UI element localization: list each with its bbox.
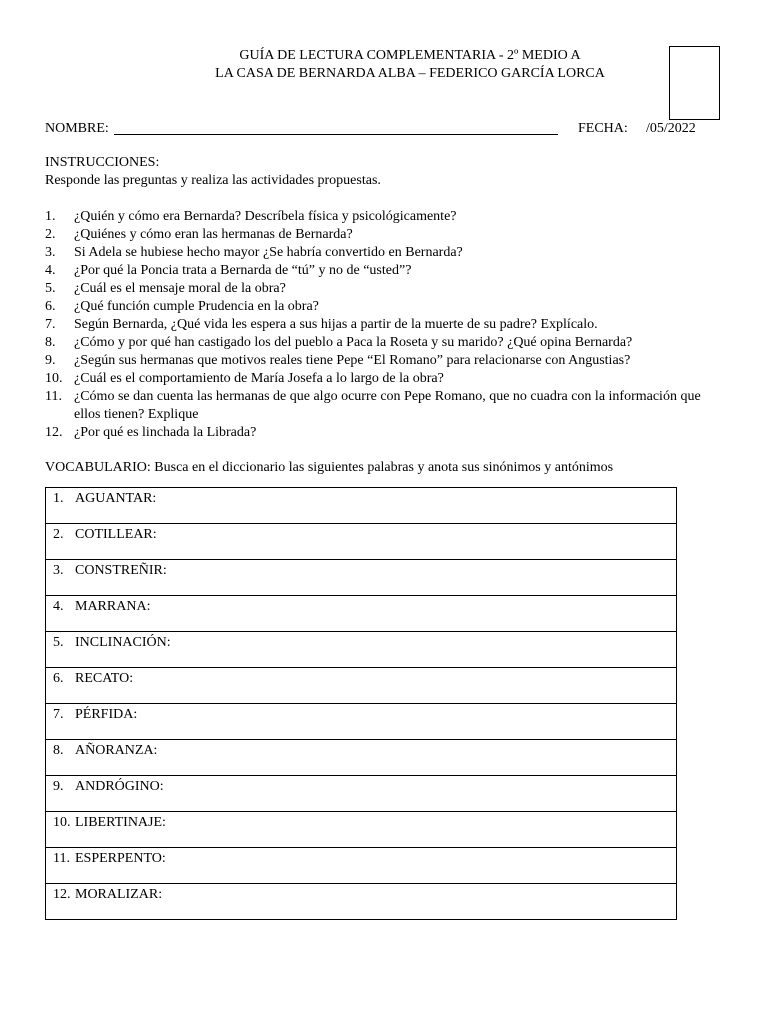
fecha-label: FECHA: xyxy=(578,121,628,136)
question-number: 8. xyxy=(45,335,56,350)
question-item xyxy=(45,298,725,316)
question-item xyxy=(45,316,725,334)
question-number: 4. xyxy=(45,263,56,278)
question-number: 9. xyxy=(45,353,56,368)
vocabulary-word: PÉRFIDA: xyxy=(75,707,138,722)
vocabulary-row xyxy=(46,488,677,524)
vocabulary-row xyxy=(46,596,677,632)
question-text: ¿Quién y cómo era Bernarda? Descríbela física y psicológicamente? xyxy=(74,209,457,224)
question-text: Si Adela se hubiese hecho mayor ¿Se habría convertido en Bernarda? xyxy=(74,245,463,260)
vocabulary-word: RECATO: xyxy=(75,671,134,686)
question-number: 1. xyxy=(45,209,56,224)
vocabulary-word: CONSTREÑIR: xyxy=(75,563,167,578)
question-text: ¿Qué función cumple Prudencia en la obra? xyxy=(74,299,319,314)
vocabulary-cell[interactable] xyxy=(46,668,677,704)
question-number: 12. xyxy=(45,425,63,440)
question-item xyxy=(45,388,725,424)
question-item xyxy=(45,424,725,442)
vocabulary-row xyxy=(46,776,677,812)
vocabulary-row xyxy=(46,560,677,596)
vocabulary-number: 10. xyxy=(53,815,71,830)
vocabulary-cell[interactable] xyxy=(46,704,677,740)
vocabulary-word: AGUANTAR: xyxy=(75,491,157,506)
vocabulary-word: INCLINACIÓN: xyxy=(75,635,171,650)
vocabulary-number: 7. xyxy=(53,707,64,722)
vocabulary-row xyxy=(46,632,677,668)
question-text: ¿Según sus hermanas que motivos reales tiene Pepe “El Romano” para relacionarse con Angustias? xyxy=(74,353,631,368)
vocabulary-row xyxy=(46,668,677,704)
fecha-value: /05/2022 xyxy=(646,121,696,136)
question-number: 3. xyxy=(45,245,56,260)
vocabulary-row xyxy=(46,848,677,884)
nombre-label: NOMBRE: xyxy=(45,121,109,136)
question-text: ¿Quiénes y cómo eran las hermanas de Bernarda? xyxy=(74,227,353,242)
vocabulary-cell[interactable] xyxy=(46,812,677,848)
vocabulary-cell[interactable] xyxy=(46,740,677,776)
question-text: ¿Cómo y por qué han castigado los del pueblo a Paca la Roseta y su marido? ¿Qué opina Bernarda? xyxy=(74,335,633,350)
question-item xyxy=(45,352,725,370)
instructions-block xyxy=(45,154,725,190)
vocabulary-table xyxy=(45,487,677,920)
question-text: ¿Cómo se dan cuenta las hermanas de que algo ocurre con Pepe Romano, que no cuadra con la información que ellos tienen? Explique xyxy=(74,389,701,422)
instructions-heading: INSTRUCCIONES: xyxy=(45,155,160,170)
vocabulary-row xyxy=(46,704,677,740)
vocabulary-cell[interactable] xyxy=(46,884,677,920)
student-info-row xyxy=(45,119,735,139)
question-text: ¿Por qué la Poncia trata a Bernarda de “tú” y no de “usted”? xyxy=(74,263,412,278)
vocabulary-cell[interactable] xyxy=(46,776,677,812)
question-item xyxy=(45,208,725,226)
vocabulary-number: 2. xyxy=(53,527,64,542)
vocabulary-word: ANDRÓGINO: xyxy=(75,779,164,794)
vocabulary-word: ESPERPENTO: xyxy=(75,851,166,866)
question-text: Según Bernarda, ¿Qué vida les espera a sus hijas a partir de la muerte de su padre? Explícalo. xyxy=(74,317,598,332)
vocabulary-number: 11. xyxy=(53,851,70,866)
question-text: ¿Cuál es el comportamiento de María Josefa a lo largo de la obra? xyxy=(74,371,444,386)
vocabulary-cell[interactable] xyxy=(46,848,677,884)
vocabulary-number: 12. xyxy=(53,887,71,902)
questions-list xyxy=(45,208,725,442)
vocabulary-number: 3. xyxy=(53,563,64,578)
vocabulary-cell[interactable] xyxy=(46,524,677,560)
vocabulary-cell[interactable] xyxy=(46,560,677,596)
question-number: 10. xyxy=(45,371,63,386)
question-number: 5. xyxy=(45,281,56,296)
vocabulary-word: COTILLEAR: xyxy=(75,527,157,542)
question-text: ¿Por qué es linchada la Librada? xyxy=(74,425,257,440)
question-item xyxy=(45,262,725,280)
question-number: 7. xyxy=(45,317,56,332)
vocabulary-cell[interactable] xyxy=(46,596,677,632)
document-title: GUÍA DE LECTURA COMPLEMENTARIA - 2º MEDIO A xyxy=(239,48,581,63)
vocabulary-word: MARRANA: xyxy=(75,599,151,614)
document-subtitle: LA CASA DE BERNARDA ALBA – FEDERICO GARCÍA LORCA xyxy=(215,66,605,81)
vocabulary-number: 6. xyxy=(53,671,64,686)
vocabulary-number: 5. xyxy=(53,635,64,650)
question-number: 6. xyxy=(45,299,56,314)
vocabulary-cell[interactable] xyxy=(46,488,677,524)
vocabulary-number: 4. xyxy=(53,599,64,614)
vocabulary-word: LIBERTINAJE: xyxy=(75,815,166,830)
question-item xyxy=(45,334,725,352)
question-item xyxy=(45,226,725,244)
vocabulary-heading: VOCABULARIO: Busca en el diccionario las siguientes palabras y anota sus sinónimos y antónimos xyxy=(45,460,614,475)
vocabulary-row xyxy=(46,740,677,776)
grade-box xyxy=(669,46,720,120)
vocabulary-cell[interactable] xyxy=(46,632,677,668)
question-number: 11. xyxy=(45,389,62,404)
vocabulary-row xyxy=(46,812,677,848)
vocabulary-row xyxy=(46,884,677,920)
question-item xyxy=(45,244,725,262)
vocabulary-word: MORALIZAR: xyxy=(75,887,163,902)
vocabulary-row xyxy=(46,524,677,560)
vocabulary-word: AÑORANZA: xyxy=(75,743,158,758)
vocabulary-number: 8. xyxy=(53,743,64,758)
question-text: ¿Cuál es el mensaje moral de la obra? xyxy=(74,281,286,296)
question-number: 2. xyxy=(45,227,56,242)
question-item xyxy=(45,370,725,388)
vocabulary-number: 9. xyxy=(53,779,64,794)
question-item xyxy=(45,280,725,298)
nombre-field[interactable] xyxy=(114,134,558,135)
instructions-text: Responde las preguntas y realiza las actividades propuestas. xyxy=(45,173,381,188)
vocabulary-number: 1. xyxy=(53,491,64,506)
